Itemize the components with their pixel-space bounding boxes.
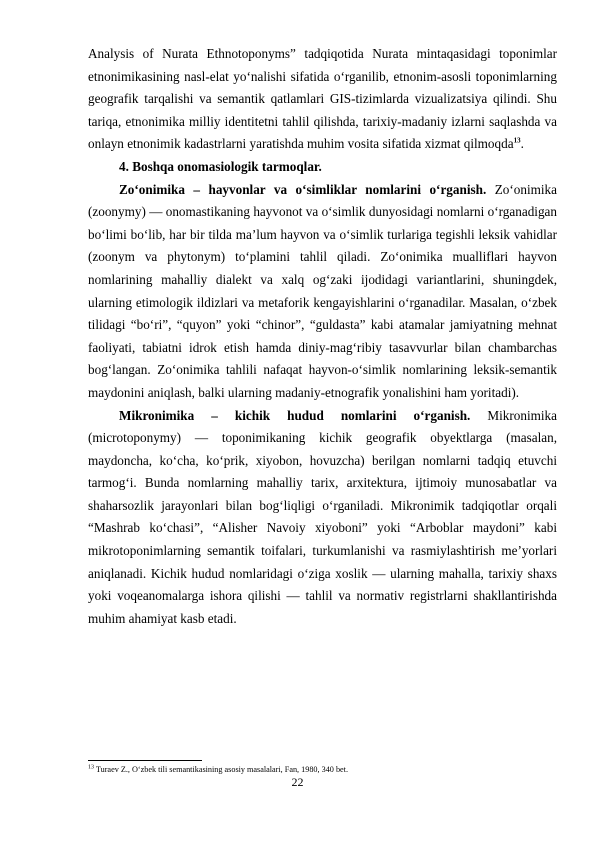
section-heading: 4. Boshqa onomasiologik tarmoqlar. <box>119 158 322 174</box>
paragraph-intro <box>88 43 557 156</box>
footnote-number: 13 <box>88 764 94 771</box>
footnote-text: Turaev Z., O‘zbek tili semantikasining asosiy masalalari, Fan, 1980, 340 bet. <box>94 765 348 774</box>
footnote-divider <box>88 760 202 761</box>
paragraph-intro-text: Analysis of Nurata Ethnotoponyms” tadqiqotida Nurata mintaqasidagi toponimlar etnonimikasining nasl-elat yo‘nalishi sifatida o‘rganilib, etnonim-asosli toponimlarning geografik tarqalishi va semantik qatlamlari GIS-tizimlarda vizualizatsiya qilindi. Shu tariqa, etnonimika milliy identitetni tahlil qilishda, tarixiy-madaniy izlarni saqlashda va onlayn etnonimik kadastrlarni yaratishda muhim vosita sifatida xizmat qilmoqda <box>88 46 557 152</box>
paragraph-intro-end: . <box>520 136 524 152</box>
footnote-ref[interactable]: 13 <box>513 136 521 145</box>
zoonimika-text: Zo‘onimika (zoonymy) — onomastikaning hayvonot va o‘simlik dunyosidagi nomlarni o‘rganadigan bo‘limi bo‘lib, har bir tilda ma’lum hayvon va o‘simlik turlariga tegishli leksik vahidlar (zoonym va phytonym) to‘plamini tahlil qiladi. Zo‘onimika mualliflari hayvon nomlarining mahalliy dialekt va xalq og‘zaki ijodidagi variantlarini, shuningdek, ularning etimologik ildizlari va metaforik kengayishlarini o‘rganadilar. Masalan, o‘zbek tilidagi “bo‘ri”, “quyon” yoki “chinor”, “guldasta” kabi atamalar jamiyatning mehnat faoliyati, tabiatni idrok etish hamda diniy-mag‘ribiy tasavvurlar bilan chambarchas bog‘langan. Zo‘onimika tahlili nafaqat hayvon-o‘simlik nomlarining leksik-semantik maydonini aniqlash, balki ularning madaniy-etnografik yonalishini ham yoritadi). <box>88 181 557 400</box>
paragraph-mikronimika <box>88 405 557 631</box>
footnote <box>88 764 557 775</box>
mikronimika-lead: Mikronimika – kichik hudud nomlarini o‘rganish. <box>119 407 471 423</box>
page-number: 22 <box>291 775 304 789</box>
paragraph-zoonimika <box>88 179 557 405</box>
zoonimika-lead: Zo‘onimika – hayvonlar va o‘simliklar nomlarini o‘rganish. <box>119 181 487 197</box>
mikronimika-text: Mikronimika (microtoponymy) — toponimikaning kichik geografik obyektlarga (masalan, maydoncha, ko‘cha, ko‘prik, xiyobon, hovuzcha) berilgan nomlarni tadqiq etuvchi tarmog‘i. Bunda nomlarning mahalliy tarix, arxitektura, ijtimoiy munosabatlar va shaharsozlik jarayonlari bilan bog‘liqligi o‘rganiladi. Mikronimik tadqiqotlar orqali “Mashrab ko‘chasi”, “Alisher Navoiy xiyoboni” yoki “Arboblar maydoni” kabi mikrotoponimlarning semantik toifalari, turkumlanishi va rasmiylashtirish me’yorlari aniqlanadi. Kichik hudud nomlaridagi o‘ziga xoslik — ularning mahalla, tarixiy shaxs yoki voqeanomalarga ishora qilishi — tahlil va normativ registrlarni shakllantirishda muhim ahamiyat kasb etadi. <box>88 407 557 626</box>
page-body <box>88 43 557 630</box>
